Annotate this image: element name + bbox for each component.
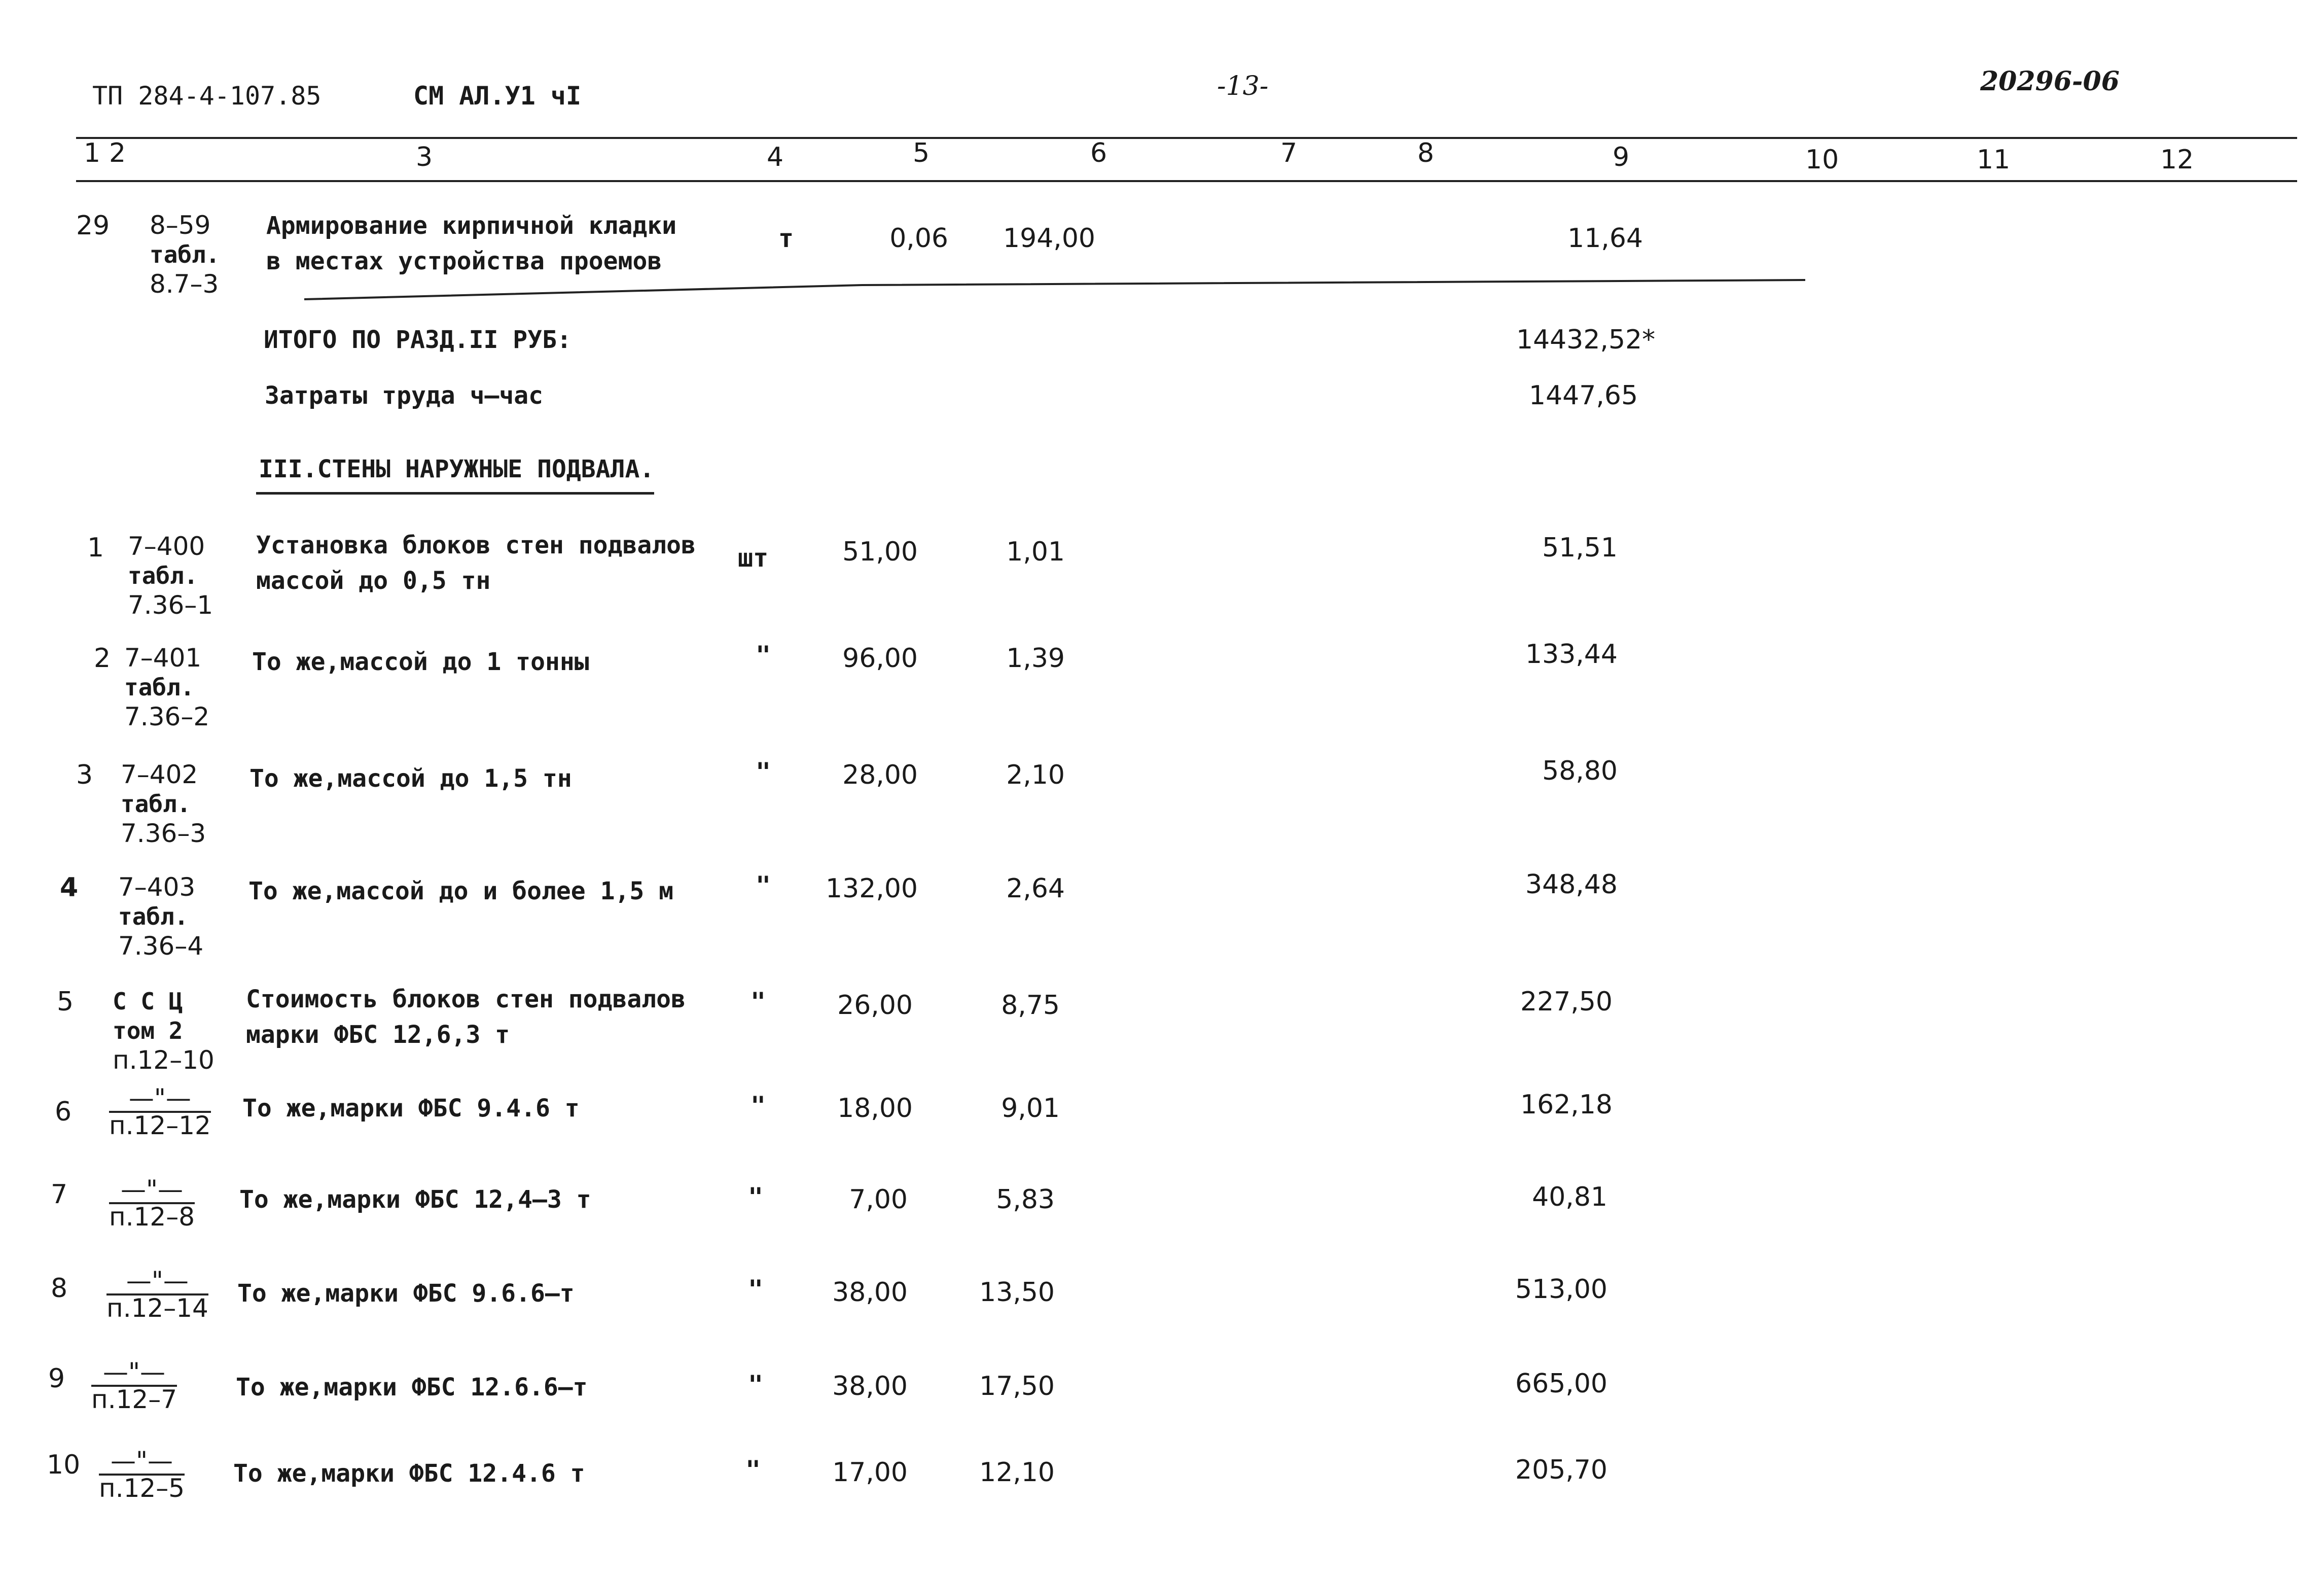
row-code: —"— п.12–8 [109,1175,195,1232]
row-quantity: 51,00 [842,537,918,567]
row-unit: шт [738,543,769,573]
row-unit: " [756,641,771,670]
row-quantity: 26,00 [837,990,913,1021]
row-unit: т [778,224,794,253]
row-quantity: 17,00 [832,1457,908,1488]
row-number: 10 [47,1450,81,1480]
row-unit: " [756,757,771,787]
row-code: —"— п.12–12 [109,1083,211,1140]
row-code: 7–401 табл. 7.36–2 [124,643,210,731]
row-number: 4 [60,872,79,903]
row-unit: " [748,1275,764,1304]
col-num-1: 1 [84,138,101,168]
row-description: То же,марки ФБС 12.4.6 т [233,1459,585,1488]
row-description: Армирование кирпичной кладки в местах устройства проемов [266,212,677,275]
row-code: 8–59 табл. 8.7–3 [150,211,220,299]
row-number: 7 [51,1179,68,1210]
row-price: 2,64 [1006,873,1065,904]
section-total-label: ИТОГО ПО РАЗД.II РУБ: [264,326,571,354]
row-description: То же,массой до 1,5 тн [249,764,572,793]
row-description: Стоимость блоков стен подвалов марки ФБС 12,6,3 т [246,985,686,1049]
row-price: 8,75 [1001,990,1060,1021]
section-title-underline [256,492,654,495]
row-quantity: 38,00 [832,1277,908,1308]
row-price: 12,10 [979,1457,1055,1488]
row-price: 9,01 [1001,1093,1060,1124]
inventory-number: 20296-06 [1980,66,2120,97]
row-description: То же,массой до 1 тонны [252,648,589,676]
row-total: 348,48 [1525,869,1618,900]
row-unit: " [750,987,766,1017]
row-description: То же,массой до и более 1,5 м [248,877,674,905]
row-price: 5,83 [996,1184,1055,1215]
row-number: 9 [48,1363,65,1394]
col-num-4: 4 [767,142,784,172]
row-code: —"— п.12–5 [99,1446,185,1503]
row-description: То же,марки ФБС 12,4–3 т [239,1185,591,1214]
row-code: 7–400 табл. 7.36–1 [128,532,213,620]
header-rule-bottom [76,180,2297,182]
row-price: 13,50 [979,1277,1055,1308]
row-total: 40,81 [1532,1182,1607,1212]
row-unit: " [748,1370,764,1399]
row-price: 2,10 [1006,760,1065,790]
row-quantity: 18,00 [837,1093,913,1124]
row-unit: " [748,1182,764,1212]
row-description: То же,марки ФБС 9.6.6–т [237,1279,575,1308]
row-description: То же,марки ФБС 9.4.6 т [242,1094,580,1123]
row-quantity: 0,06 [889,223,948,254]
row-number: 6 [55,1097,72,1127]
col-num-9: 9 [1613,142,1630,172]
row-unit: " [756,871,771,900]
row-number: 5 [57,987,74,1017]
row-description: То же,марки ФБС 12.6.6–т [236,1373,588,1402]
row-code: —"— п.12–7 [91,1357,177,1414]
album-code: СМ АЛ.У1 чI [413,81,582,111]
labor-cost-value: 1447,65 [1529,380,1638,411]
row-code: 7–402 табл. 7.36–3 [121,760,206,848]
row-description: Установка блоков стен подвалов массой до 0,5 тн [256,531,696,595]
section-total-value: 14432,52* [1516,325,1656,355]
col-num-12: 12 [2160,145,2194,175]
row-number: 3 [76,760,93,790]
col-num-5: 5 [913,138,930,168]
document-code: ТП 284-4-107.85 [92,81,321,111]
row-quantity: 132,00 [826,873,918,904]
row-price: 17,50 [979,1371,1055,1402]
row-total: 133,44 [1525,639,1618,670]
row-price: 1,39 [1006,643,1065,674]
row-unit: " [750,1091,766,1120]
col-num-6: 6 [1090,138,1107,168]
row-total: 513,00 [1515,1274,1607,1305]
row-code: С С Ц том 2 п.12–10 [113,988,214,1075]
row-unit: " [745,1455,761,1485]
col-num-11: 11 [1977,145,2011,175]
row-number: 1 [87,533,104,563]
header-rule-top [76,137,2297,139]
col-num-7: 7 [1280,138,1298,168]
row-quantity: 38,00 [832,1371,908,1402]
row-number: 8 [51,1273,68,1304]
row-total: 227,50 [1520,987,1613,1017]
row-price: 194,00 [1003,223,1095,254]
row-total: 11,64 [1567,223,1643,254]
row-number: 29 [76,211,110,241]
row-total: 162,18 [1520,1090,1613,1120]
row-quantity: 7,00 [849,1184,908,1215]
row-quantity: 28,00 [842,760,918,790]
col-num-2: 2 [109,138,126,168]
row-number: 2 [94,643,111,674]
row-total: 205,70 [1515,1455,1607,1485]
row-total: 51,51 [1542,533,1618,563]
row-underline [304,274,1826,304]
row-total: 665,00 [1515,1369,1607,1399]
section-title: III.СТЕНЫ НАРУЖНЫЕ ПОДВАЛА. [259,455,655,483]
labor-cost-label: Затраты труда ч–час [265,381,544,410]
col-num-8: 8 [1417,138,1435,168]
row-code: 7–403 табл. 7.36–4 [118,872,204,961]
row-code: —"— п.12–14 [106,1266,208,1323]
col-num-10: 10 [1805,145,1839,175]
row-quantity: 96,00 [842,643,918,674]
page-number: -13- [1217,71,1269,101]
row-total: 58,80 [1542,756,1618,786]
row-price: 1,01 [1006,537,1065,567]
col-num-3: 3 [416,142,433,172]
